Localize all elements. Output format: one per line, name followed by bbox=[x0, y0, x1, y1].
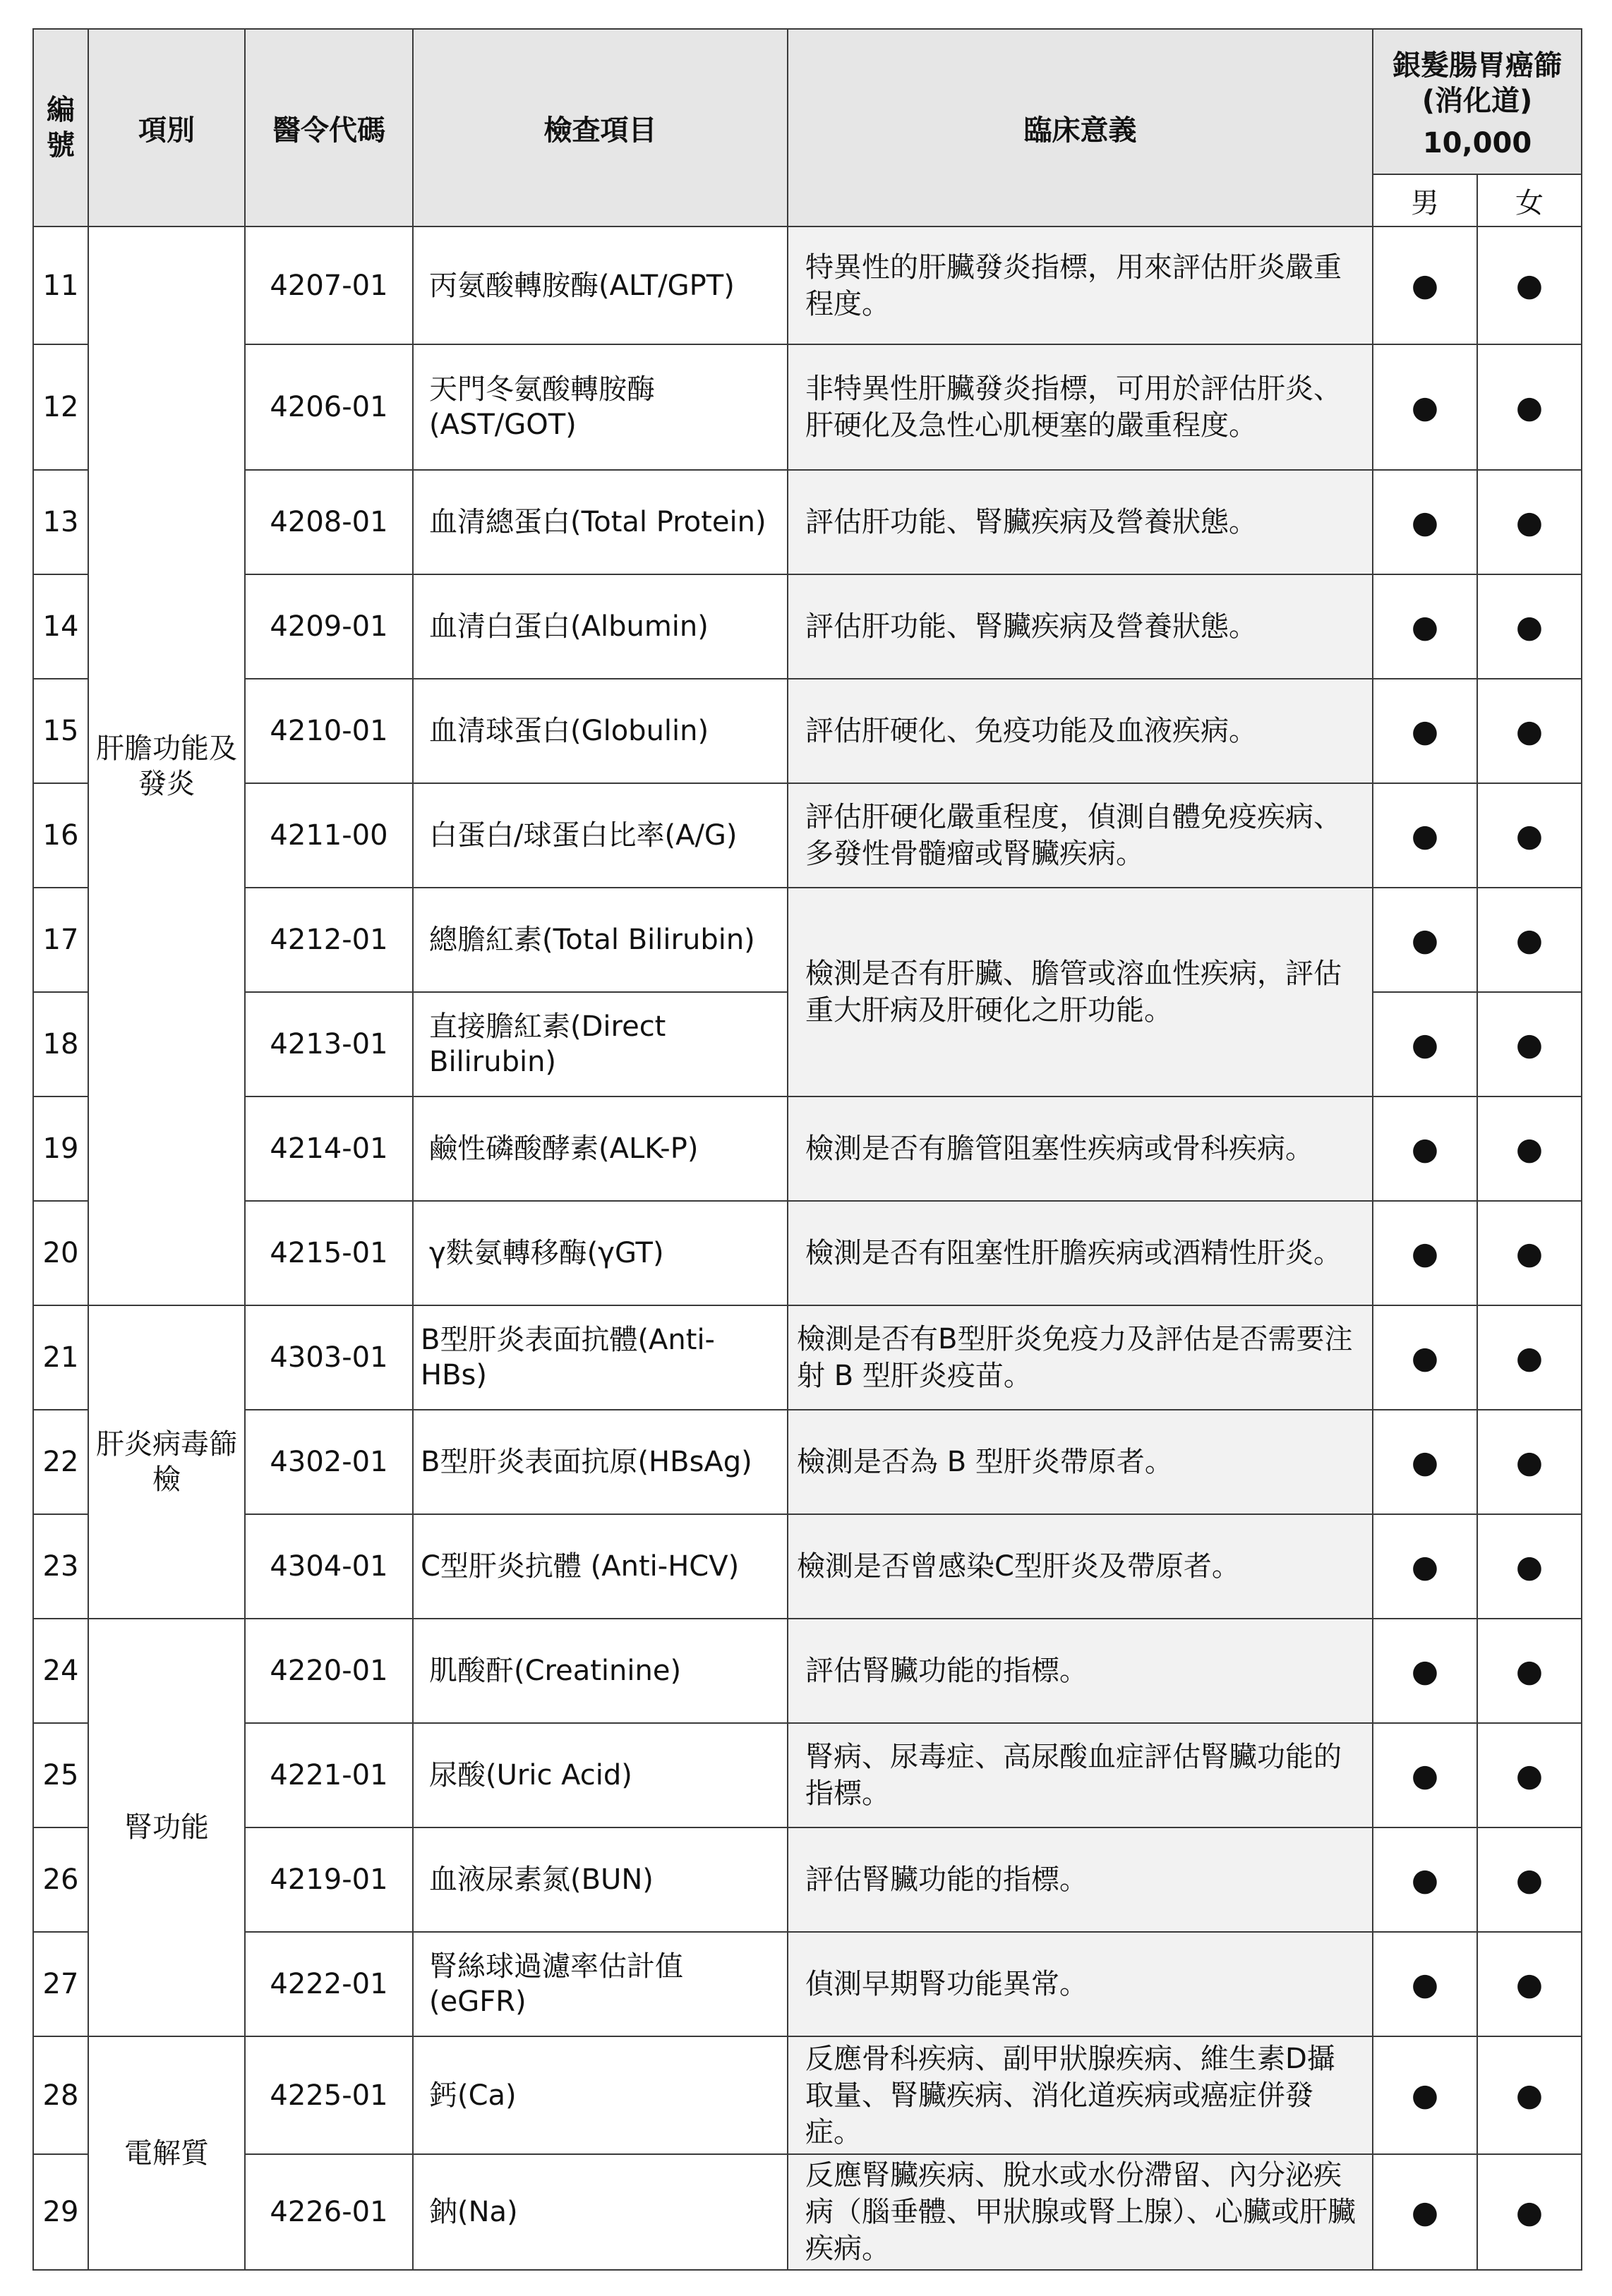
exam-item: 直接膽紅素(Direct Bilirubin) bbox=[413, 992, 788, 1096]
female-included-marker: ● bbox=[1477, 574, 1582, 679]
package-name: 銀髮腸胃癌篩 bbox=[1393, 49, 1562, 82]
female-included-marker: ● bbox=[1477, 2154, 1582, 2270]
row-number: 25 bbox=[33, 1723, 88, 1827]
header-male: 男 bbox=[1373, 174, 1477, 226]
male-included-marker: ● bbox=[1373, 1410, 1477, 1514]
order-code: 4206-01 bbox=[245, 344, 413, 470]
female-included-marker: ● bbox=[1477, 992, 1582, 1096]
clinical-meaning: 評估肝硬化、免疫功能及血液疾病。 bbox=[788, 679, 1373, 783]
exam-item: 天門冬氨酸轉胺酶(AST/GOT) bbox=[413, 344, 788, 470]
order-code: 4210-01 bbox=[245, 679, 413, 783]
order-code: 4219-01 bbox=[245, 1827, 413, 1932]
row-number: 27 bbox=[33, 1932, 88, 2036]
exam-item: 腎絲球過濾率估計值(eGFR) bbox=[413, 1932, 788, 2036]
exam-item: 鹼性磷酸酵素(ALK-P) bbox=[413, 1096, 788, 1201]
row-number: 20 bbox=[33, 1201, 88, 1305]
table-row bbox=[33, 2036, 1582, 2154]
order-code: 4211-00 bbox=[245, 783, 413, 888]
row-number: 21 bbox=[33, 1305, 88, 1410]
female-included-marker: ● bbox=[1477, 1932, 1582, 2036]
exam-item: γ麩氨轉移酶(γGT) bbox=[413, 1201, 788, 1305]
row-number: 26 bbox=[33, 1827, 88, 1932]
order-code: 4208-01 bbox=[245, 470, 413, 574]
clinical-meaning: 反應腎臟疾病、脫水或水份滯留、內分泌疾病（腦垂體、甲狀腺或腎上腺）、心臟或肝臟疾病。 bbox=[788, 2154, 1373, 2270]
order-code: 4215-01 bbox=[245, 1201, 413, 1305]
header-category: 項別 bbox=[88, 29, 245, 226]
exam-item: 血液尿素氮(BUN) bbox=[413, 1827, 788, 1932]
table-row bbox=[33, 1096, 1582, 1201]
header-package bbox=[1373, 29, 1582, 174]
male-included-marker: ● bbox=[1373, 2154, 1477, 2270]
table-row bbox=[33, 574, 1582, 679]
row-number: 22 bbox=[33, 1410, 88, 1514]
exam-item: 血清總蛋白(Total Protein) bbox=[413, 470, 788, 574]
exam-item: 尿酸(Uric Acid) bbox=[413, 1723, 788, 1827]
order-code: 4226-01 bbox=[245, 2154, 413, 2270]
female-included-marker: ● bbox=[1477, 226, 1582, 344]
female-included-marker: ● bbox=[1477, 1096, 1582, 1201]
female-included-marker: ● bbox=[1477, 1201, 1582, 1305]
male-included-marker: ● bbox=[1373, 226, 1477, 344]
row-number: 12 bbox=[33, 344, 88, 470]
male-included-marker: ● bbox=[1373, 1723, 1477, 1827]
clinical-meaning: 評估腎臟功能的指標。 bbox=[788, 1619, 1373, 1723]
male-included-marker: ● bbox=[1373, 1619, 1477, 1723]
package-subtitle: (消化道) bbox=[1421, 85, 1533, 117]
row-number: 28 bbox=[33, 2036, 88, 2154]
header-female: 女 bbox=[1477, 174, 1582, 226]
female-included-marker: ● bbox=[1477, 1305, 1582, 1410]
category-liver: 肝膽功能及發炎 bbox=[88, 226, 245, 1305]
exam-item: B型肝炎表面抗體(Anti-HBs) bbox=[413, 1305, 788, 1410]
clinical-meaning: 偵測早期腎功能異常。 bbox=[788, 1932, 1373, 2036]
female-included-marker: ● bbox=[1477, 679, 1582, 783]
order-code: 4214-01 bbox=[245, 1096, 413, 1201]
header-exam-item: 檢查項目 bbox=[413, 29, 788, 226]
order-code: 4302-01 bbox=[245, 1410, 413, 1514]
female-included-marker: ● bbox=[1477, 888, 1582, 992]
row-number: 14 bbox=[33, 574, 88, 679]
exam-item: 血清白蛋白(Albumin) bbox=[413, 574, 788, 679]
row-number: 18 bbox=[33, 992, 88, 1096]
exam-item: 血清球蛋白(Globulin) bbox=[413, 679, 788, 783]
clinical-meaning: 評估肝功能、腎臟疾病及營養狀態。 bbox=[788, 574, 1373, 679]
exam-items-table bbox=[32, 28, 1582, 2271]
table-row bbox=[33, 783, 1582, 888]
table-row bbox=[33, 888, 1582, 992]
order-code: 4207-01 bbox=[245, 226, 413, 344]
clinical-meaning: 評估肝功能、腎臟疾病及營養狀態。 bbox=[788, 470, 1373, 574]
order-code: 4225-01 bbox=[245, 2036, 413, 2154]
header-order-code: 醫令代碼 bbox=[245, 29, 413, 226]
order-code: 4221-01 bbox=[245, 1723, 413, 1827]
clinical-meaning: 檢測是否有膽管阻塞性疾病或骨科疾病。 bbox=[788, 1096, 1373, 1201]
package-price: 10,000 bbox=[1422, 127, 1532, 159]
order-code: 4222-01 bbox=[245, 1932, 413, 2036]
clinical-meaning: 評估肝硬化嚴重程度，偵測自體免疫疾病、多發性骨髓瘤或腎臟疾病。 bbox=[788, 783, 1373, 888]
row-number: 23 bbox=[33, 1514, 88, 1619]
clinical-meaning: 腎病、尿毒症、高尿酸血症評估腎臟功能的指標。 bbox=[788, 1723, 1373, 1827]
header-clinical-meaning: 臨床意義 bbox=[788, 29, 1373, 226]
table-row bbox=[33, 1932, 1582, 2036]
category-hepatitis: 肝炎病毒篩檢 bbox=[88, 1305, 245, 1619]
clinical-meaning: 檢測是否為 B 型肝炎帶原者。 bbox=[788, 1410, 1373, 1514]
male-included-marker: ● bbox=[1373, 992, 1477, 1096]
table-row bbox=[33, 1201, 1582, 1305]
male-included-marker: ● bbox=[1373, 574, 1477, 679]
male-included-marker: ● bbox=[1373, 470, 1477, 574]
male-included-marker: ● bbox=[1373, 2036, 1477, 2154]
order-code: 4213-01 bbox=[245, 992, 413, 1096]
female-included-marker: ● bbox=[1477, 1514, 1582, 1619]
exam-item: 總膽紅素(Total Bilirubin) bbox=[413, 888, 788, 992]
female-included-marker: ● bbox=[1477, 344, 1582, 470]
male-included-marker: ● bbox=[1373, 679, 1477, 783]
row-number: 15 bbox=[33, 679, 88, 783]
male-included-marker: ● bbox=[1373, 888, 1477, 992]
clinical-meaning: 特異性的肝臟發炎指標，用來評估肝炎嚴重程度。 bbox=[788, 226, 1373, 344]
female-included-marker: ● bbox=[1477, 1723, 1582, 1827]
order-code: 4212-01 bbox=[245, 888, 413, 992]
male-included-marker: ● bbox=[1373, 1932, 1477, 2036]
male-included-marker: ● bbox=[1373, 344, 1477, 470]
table-row bbox=[33, 1827, 1582, 1932]
order-code: 4220-01 bbox=[245, 1619, 413, 1723]
male-included-marker: ● bbox=[1373, 1201, 1477, 1305]
table-row bbox=[33, 1514, 1582, 1619]
table-row bbox=[33, 1619, 1582, 1723]
row-number: 16 bbox=[33, 783, 88, 888]
table-row bbox=[33, 344, 1582, 470]
row-number: 24 bbox=[33, 1619, 88, 1723]
female-included-marker: ● bbox=[1477, 783, 1582, 888]
female-included-marker: ● bbox=[1477, 1827, 1582, 1932]
clinical-meaning: 檢測是否曾感染C型肝炎及帶原者。 bbox=[788, 1514, 1373, 1619]
row-number: 13 bbox=[33, 470, 88, 574]
female-included-marker: ● bbox=[1477, 1410, 1582, 1514]
table-row bbox=[33, 2154, 1582, 2270]
exam-item: B型肝炎表面抗原(HBsAg) bbox=[413, 1410, 788, 1514]
male-included-marker: ● bbox=[1373, 1827, 1477, 1932]
order-code: 4303-01 bbox=[245, 1305, 413, 1410]
clinical-meaning: 檢測是否有B型肝炎免疫力及評估是否需要注射 B 型肝炎疫苗。 bbox=[788, 1305, 1373, 1410]
order-code: 4304-01 bbox=[245, 1514, 413, 1619]
table-row bbox=[33, 679, 1582, 783]
category-kidney: 腎功能 bbox=[88, 1619, 245, 2036]
clinical-meaning: 評估腎臟功能的指標。 bbox=[788, 1827, 1373, 1932]
table-row bbox=[33, 470, 1582, 574]
exam-item: 白蛋白/球蛋白比率(A/G) bbox=[413, 783, 788, 888]
header-number: 編號 bbox=[33, 29, 88, 226]
order-code: 4209-01 bbox=[245, 574, 413, 679]
row-number: 19 bbox=[33, 1096, 88, 1201]
female-included-marker: ● bbox=[1477, 2036, 1582, 2154]
male-included-marker: ● bbox=[1373, 783, 1477, 888]
row-number: 11 bbox=[33, 226, 88, 344]
clinical-meaning: 非特異性肝臟發炎指標，可用於評估肝炎、肝硬化及急性心肌梗塞的嚴重程度。 bbox=[788, 344, 1373, 470]
exam-item: 肌酸酐(Creatinine) bbox=[413, 1619, 788, 1723]
clinical-meaning: 檢測是否有肝臟、膽管或溶血性疾病，評估重大肝病及肝硬化之肝功能。 bbox=[788, 888, 1373, 1096]
female-included-marker: ● bbox=[1477, 470, 1582, 574]
clinical-meaning: 檢測是否有阻塞性肝膽疾病或酒精性肝炎。 bbox=[788, 1201, 1373, 1305]
exam-item: 鈉(Na) bbox=[413, 2154, 788, 2270]
exam-item: 丙氨酸轉胺酶(ALT/GPT) bbox=[413, 226, 788, 344]
male-included-marker: ● bbox=[1373, 1305, 1477, 1410]
category-electrolyte: 電解質 bbox=[88, 2036, 245, 2270]
table-row bbox=[33, 1305, 1582, 1410]
table-row bbox=[33, 1723, 1582, 1827]
table-row bbox=[33, 226, 1582, 344]
exam-item: 鈣(Ca) bbox=[413, 2036, 788, 2154]
female-included-marker: ● bbox=[1477, 1619, 1582, 1723]
row-number: 17 bbox=[33, 888, 88, 992]
row-number: 29 bbox=[33, 2154, 88, 2270]
table-row bbox=[33, 1410, 1582, 1514]
clinical-meaning: 反應骨科疾病、副甲狀腺疾病、維生素D攝取量、腎臟疾病、消化道疾病或癌症併發症。 bbox=[788, 2036, 1373, 2154]
male-included-marker: ● bbox=[1373, 1514, 1477, 1619]
male-included-marker: ● bbox=[1373, 1096, 1477, 1201]
exam-item: C型肝炎抗體 (Anti-HCV) bbox=[413, 1514, 788, 1619]
